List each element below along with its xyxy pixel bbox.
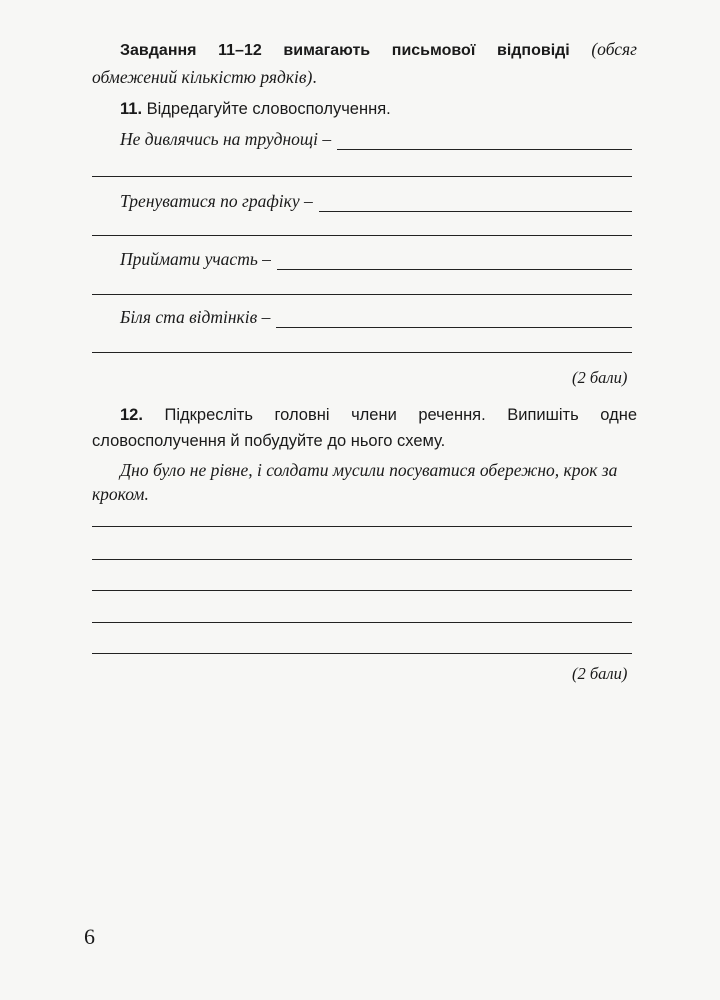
answer-line-2b[interactable] [92,235,632,236]
answer-line-1b[interactable] [92,176,632,177]
intro-bold: Завдання 11–12 вимагають письмової відповіді [120,42,570,59]
answer-line-7[interactable] [92,590,632,591]
phrase-2: Тренуватися по графіку – [120,191,313,211]
answer-line-4b[interactable] [92,352,632,353]
phrase-row-3 [120,248,632,270]
phrase-3: Приймати участь – [120,249,271,269]
page-number: 6 [84,924,95,949]
intro-end: . [312,67,317,87]
answer-line-3[interactable] [277,253,632,270]
task-12-title: Підкресліть головні члени речення. Випишіть одне словосполучення й побудуйте до нього схему. [92,406,637,450]
task-12-score: (2 бали) [572,664,628,683]
answer-line-8[interactable] [92,622,632,623]
answer-line-6[interactable] [92,559,632,560]
phrase-1: Не дивлячись на труднощі – [120,129,332,149]
task-11-score: (2 бали) [572,368,628,387]
task-11-number: 11. [120,100,143,118]
phrase-row-1 [120,128,632,150]
task-11-title: Відредагуйте словосполучення. [146,100,391,118]
phrase-row-4 [120,306,632,328]
task-12-heading [92,402,637,454]
phrase-row-2 [120,190,632,212]
answer-line-4[interactable] [276,311,632,328]
task-12-sentence: Дно було не рівне, і солдати мусили посуватися обережно, крок за кроком. [92,460,618,504]
instructions-intro [92,36,637,90]
answer-line-2[interactable] [319,195,632,212]
intro-italic: (обсяг обмежений кількістю рядків) [92,39,638,87]
answer-line-1[interactable] [337,133,632,150]
task-12-number: 12. [120,406,143,424]
answer-line-3b[interactable] [92,294,632,295]
phrase-4: Біля ста відтінків – [120,307,271,327]
answer-line-5[interactable] [92,526,632,527]
task-11-heading [120,96,391,122]
answer-line-9[interactable] [92,653,632,654]
